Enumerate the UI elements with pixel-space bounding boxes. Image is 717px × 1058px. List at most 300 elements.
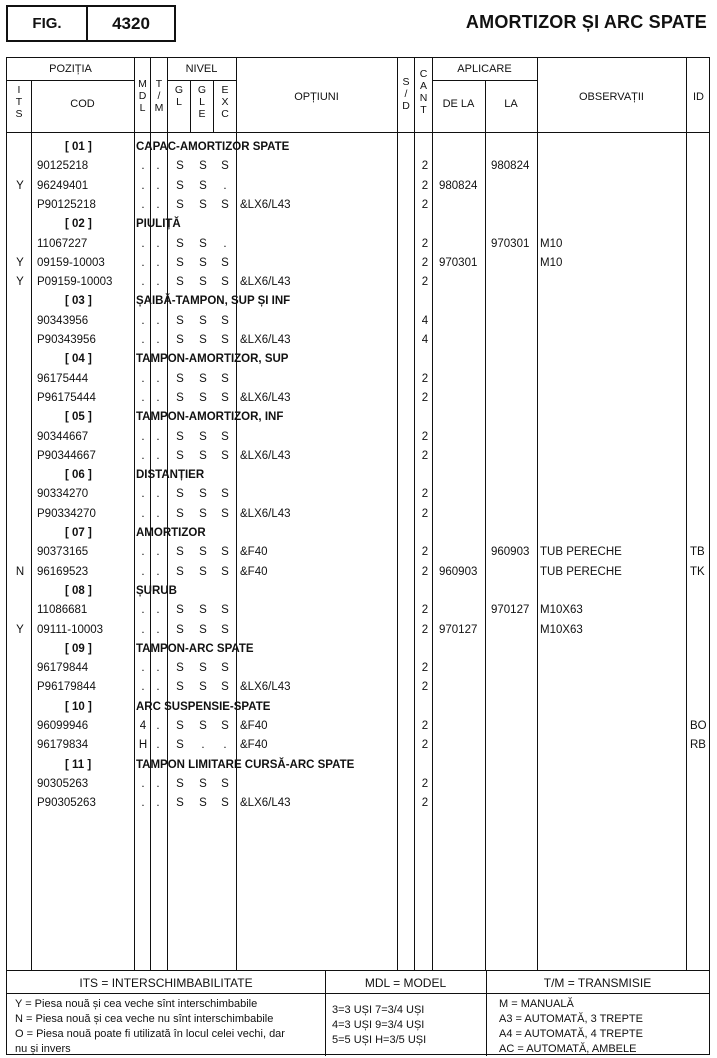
to-date-cell: 970127	[491, 604, 530, 617]
section-number: [ 04 ]	[65, 353, 92, 366]
gl-cell: S	[176, 797, 184, 810]
quantity-cell: 2	[421, 256, 429, 269]
gle-cell: S	[199, 160, 207, 173]
options-cell: &F40	[240, 565, 268, 578]
table-row	[7, 177, 711, 196]
gl-cell: S	[176, 276, 184, 289]
table-row	[7, 794, 711, 813]
section-header-row	[7, 138, 711, 157]
its-cell: Y	[16, 623, 24, 636]
gle-cell: S	[199, 276, 207, 289]
table-row	[7, 312, 711, 331]
tm-cell: .	[156, 372, 160, 385]
mdl-cell: .	[141, 237, 145, 250]
gle-cell: S	[199, 256, 207, 269]
its-cell: N	[15, 565, 25, 578]
tm-cell: .	[156, 604, 160, 617]
pozitia-underline	[7, 80, 134, 81]
its-cell: Y	[16, 256, 24, 269]
gle-cell: S	[199, 334, 207, 346]
from-date-cell: 960903	[439, 565, 478, 578]
exc-cell: S	[221, 314, 229, 327]
exc-cell: S	[221, 777, 229, 790]
mdl-cell: .	[141, 797, 145, 810]
figure-number: 4320	[112, 13, 150, 33]
gl-cell: S	[176, 623, 184, 636]
options-cell: &LX6/L43	[240, 334, 291, 346]
legend-tm-title: T/M = TRANSMISIE	[543, 976, 652, 990]
section-header-row	[7, 408, 711, 427]
exc-cell: S	[221, 276, 229, 289]
gl-cell: S	[176, 565, 184, 578]
remarks-cell: M10X63	[540, 604, 583, 617]
exc-cell: .	[223, 739, 227, 752]
tm-cell: .	[156, 662, 160, 675]
mdl-cell: .	[141, 623, 145, 636]
gle-cell: .	[201, 739, 205, 752]
gle-cell: S	[199, 662, 207, 675]
options-cell: &LX6/L43	[240, 449, 291, 462]
section-title: TAMPON LIMITARE CURSĂ-ARC SPATE	[136, 758, 355, 771]
tm-cell: .	[156, 720, 160, 732]
cod-cell: 96179834	[37, 739, 89, 752]
section-header-row	[7, 292, 711, 311]
nivel-underline	[167, 80, 236, 81]
header-de-la: DE LA	[442, 98, 475, 110]
remarks-cell: M10	[540, 256, 563, 269]
gl-cell: S	[176, 314, 184, 327]
gle-cell: S	[199, 179, 207, 192]
quantity-cell: 2	[421, 623, 429, 636]
legend-tm-line: M = MANUALĂ	[499, 998, 574, 1010]
gl-cell: S	[176, 449, 184, 462]
section-number: [ 06 ]	[65, 469, 92, 482]
options-cell: &F40	[240, 720, 268, 732]
gle-cell: S	[199, 372, 207, 385]
gl-cell: S	[176, 391, 184, 404]
mdl-cell: .	[141, 430, 145, 443]
tm-cell: .	[156, 797, 160, 810]
exc-cell: S	[221, 160, 229, 173]
cod-cell: 96249401	[37, 179, 89, 192]
gl-cell: S	[176, 681, 184, 694]
section-number: [ 10 ]	[65, 700, 92, 713]
exc-cell: S	[221, 449, 229, 462]
options-cell: &LX6/L43	[240, 681, 291, 694]
table-row	[7, 621, 711, 640]
cod-cell: 90373165	[37, 546, 89, 559]
exc-cell: S	[221, 604, 229, 617]
to-date-cell: 960903	[491, 546, 530, 559]
mdl-cell: 4	[139, 720, 147, 732]
tm-cell: .	[156, 334, 160, 346]
options-cell: &LX6/L43	[240, 276, 291, 289]
mdl-cell: .	[141, 391, 145, 404]
legend-its-line: N = Piesa nouă și cea veche nu sînt interschimbabile	[15, 1013, 274, 1025]
cod-cell: 09159-10003	[37, 256, 105, 269]
legend-tm-line: AC = AUTOMATĂ, AMBELE	[499, 1043, 637, 1055]
mdl-cell: .	[141, 198, 145, 211]
quantity-cell: 2	[421, 237, 429, 250]
exc-cell: S	[221, 507, 229, 520]
cod-cell: P90125218	[37, 198, 96, 211]
cod-cell: 90343956	[37, 314, 89, 327]
tm-cell: .	[156, 565, 160, 578]
mdl-cell: .	[141, 276, 145, 289]
gl-cell: S	[176, 739, 184, 752]
gle-cell: S	[199, 797, 207, 810]
cod-cell: P96175444	[37, 391, 96, 404]
tm-cell: .	[156, 546, 160, 559]
options-cell: &F40	[240, 546, 268, 559]
from-date-cell: 980824	[439, 179, 478, 192]
gl-cell: S	[176, 256, 184, 269]
cod-cell: 96179844	[37, 662, 89, 675]
figure-label: FIG.	[8, 7, 88, 40]
quantity-cell: 2	[421, 507, 429, 520]
section-title: PIULIȚĂ	[136, 218, 181, 231]
quantity-cell: 2	[421, 797, 429, 810]
options-cell: &LX6/L43	[240, 797, 291, 810]
legend-tm-line: A4 = AUTOMATĂ, 4 TREPTE	[499, 1028, 643, 1040]
page-title: AMORTIZOR ȘI ARC SPATE	[465, 12, 707, 32]
quantity-cell: 2	[421, 565, 429, 578]
section-title: TAMPON-ARC SPATE	[136, 642, 254, 655]
from-date-cell: 970301	[439, 256, 478, 269]
tm-cell: .	[156, 237, 160, 250]
cod-cell: 90305263	[37, 777, 89, 790]
table-row	[7, 157, 711, 176]
legend-its-line: Y = Piesa nouă și cea veche sînt interschimbabile	[15, 998, 258, 1010]
header-id: ID	[693, 91, 704, 103]
remarks-cell: M10	[540, 237, 563, 250]
tm-cell: .	[156, 256, 160, 269]
legend-mdl-line: 3=3 UȘI 7=3/4 UȘI	[332, 1004, 425, 1016]
id-cell: TB	[690, 546, 705, 559]
gl-cell: S	[176, 488, 184, 501]
quantity-cell: 4	[421, 314, 429, 327]
mdl-cell: .	[141, 604, 145, 617]
exc-cell: S	[221, 565, 229, 578]
from-date-cell: 970127	[439, 623, 478, 636]
exc-cell: S	[221, 797, 229, 810]
section-number: [ 03 ]	[65, 295, 92, 308]
section-number: [ 09 ]	[65, 642, 92, 655]
exc-cell: .	[223, 237, 227, 250]
tm-cell: .	[156, 276, 160, 289]
section-header-row	[7, 350, 711, 369]
section-title: ARC SUSPENSIE-SPATE	[136, 700, 271, 713]
tm-cell: .	[156, 179, 160, 192]
gl-cell: S	[176, 160, 184, 173]
legend-tm-line: A3 = AUTOMATĂ, 3 TREPTE	[499, 1013, 643, 1025]
its-cell: Y	[16, 179, 24, 192]
section-header-row	[7, 524, 711, 543]
legend-top-rule	[7, 970, 709, 971]
gle-cell: S	[199, 391, 207, 404]
figure-box	[6, 5, 176, 42]
section-number: [ 07 ]	[65, 527, 92, 539]
gle-cell: S	[199, 604, 207, 617]
table-row	[7, 389, 711, 408]
remarks-cell: TUB PERECHE	[540, 565, 622, 578]
tm-cell: .	[156, 160, 160, 173]
exc-cell: .	[223, 179, 227, 192]
header-cant: C A N T	[419, 68, 428, 116]
section-title: TAMPON-AMORTIZOR, INF	[136, 411, 284, 424]
table-row	[7, 331, 711, 350]
legend-its-line: nu și invers	[15, 1043, 71, 1055]
quantity-cell: 2	[421, 604, 429, 617]
header-aplicare: APLICARE	[457, 63, 512, 75]
cod-cell: P90343956	[37, 334, 96, 346]
tm-cell: .	[156, 739, 160, 752]
section-title: CAPAC-AMORTIZOR SPATE	[136, 141, 290, 153]
cod-cell: 11067227	[37, 237, 88, 250]
header-gl: G L	[174, 84, 184, 108]
gl-cell: S	[176, 546, 184, 559]
mdl-cell: .	[141, 777, 145, 790]
gle-cell: S	[199, 565, 207, 578]
section-number: [ 02 ]	[65, 218, 92, 231]
table-row	[7, 736, 711, 755]
section-title: ȘAIBĂ-TAMPON, SUP ȘI INF	[136, 295, 291, 308]
exc-cell: S	[221, 334, 229, 346]
gle-cell: S	[199, 237, 207, 250]
gl-cell: S	[176, 179, 184, 192]
section-header-row	[7, 698, 711, 717]
mdl-cell: .	[141, 488, 145, 501]
cod-cell: P96179844	[37, 681, 96, 694]
gle-cell: S	[199, 777, 207, 790]
section-header-row	[7, 582, 711, 601]
gl-cell: S	[176, 430, 184, 443]
header-exc: E X C	[221, 84, 229, 120]
cod-cell: P09159-10003	[37, 276, 113, 289]
tm-cell: .	[156, 623, 160, 636]
cod-cell: 09111-10003	[37, 623, 104, 636]
header-observatii: OBSERVAȚII	[578, 91, 644, 103]
quantity-cell: 2	[421, 662, 429, 675]
mdl-cell: .	[141, 507, 145, 520]
table-row	[7, 273, 711, 292]
mdl-cell: .	[141, 372, 145, 385]
quantity-cell: 2	[421, 391, 429, 404]
id-cell: BO	[690, 720, 707, 732]
exc-cell: S	[221, 662, 229, 675]
table-row	[7, 543, 711, 562]
header-bottom-rule	[7, 132, 709, 133]
gle-cell: S	[199, 507, 207, 520]
header-nivel: NIVEL	[185, 63, 218, 75]
header-sd: S / D	[402, 76, 410, 112]
its-cell: Y	[16, 276, 24, 289]
exc-cell: S	[221, 430, 229, 443]
to-date-cell: 980824	[491, 160, 530, 173]
mdl-cell: .	[141, 160, 145, 173]
section-title: AMORTIZOR	[136, 527, 206, 539]
tm-cell: .	[156, 777, 160, 790]
tm-cell: .	[156, 314, 160, 327]
header-pozitia: POZIȚIA	[49, 63, 92, 75]
section-header-row	[7, 640, 711, 659]
remarks-cell: M10X63	[540, 623, 583, 636]
gl-cell: S	[176, 720, 184, 732]
gle-cell: S	[199, 488, 207, 501]
table-row	[7, 775, 711, 794]
cod-cell: P90344667	[37, 449, 96, 462]
table-row	[7, 370, 711, 389]
options-cell: &F40	[240, 739, 268, 752]
quantity-cell: 4	[421, 334, 429, 346]
mdl-cell: H	[138, 739, 148, 752]
table-row	[7, 601, 711, 620]
tm-cell: .	[156, 198, 160, 211]
tm-cell: .	[156, 507, 160, 520]
table-row	[7, 447, 711, 466]
table-row	[7, 485, 711, 504]
quantity-cell: 2	[421, 739, 429, 752]
mdl-cell: .	[141, 565, 145, 578]
gle-cell: S	[199, 430, 207, 443]
id-cell: RB	[690, 739, 706, 752]
exc-cell: S	[221, 372, 229, 385]
cod-cell: 96175444	[37, 372, 89, 385]
exc-cell: S	[221, 720, 229, 732]
table-row	[7, 717, 711, 736]
exc-cell: S	[221, 488, 229, 501]
gl-cell: S	[176, 604, 184, 617]
gl-cell: S	[176, 237, 184, 250]
exc-cell: S	[221, 681, 229, 694]
tm-cell: .	[156, 391, 160, 404]
gl-cell: S	[176, 372, 184, 385]
quantity-cell: 2	[421, 546, 429, 559]
gle-cell: S	[199, 449, 207, 462]
options-cell: &LX6/L43	[240, 391, 291, 404]
legend-its-title: ITS = INTERSCHIMBABILITATE	[79, 976, 253, 990]
options-cell: &LX6/L43	[240, 198, 291, 211]
table-row	[7, 428, 711, 447]
cod-cell: 90344667	[37, 430, 89, 443]
section-number: [ 01 ]	[65, 141, 92, 153]
mdl-cell: .	[141, 681, 145, 694]
quantity-cell: 2	[421, 681, 429, 694]
quantity-cell: 2	[421, 488, 429, 501]
parts-table	[6, 57, 710, 1055]
quantity-cell: 2	[421, 160, 429, 173]
quantity-cell: 2	[421, 179, 429, 192]
exc-cell: S	[221, 391, 229, 404]
mdl-cell: .	[141, 334, 145, 346]
section-title: ȘURUB	[136, 584, 177, 597]
section-number: [ 08 ]	[65, 584, 92, 597]
quantity-cell: 2	[421, 430, 429, 443]
remarks-cell: TUB PERECHE	[540, 546, 622, 559]
legend-its-line: O = Piesa nouă poate fi utilizată în locul celei vechi, dar	[15, 1028, 285, 1040]
mdl-cell: .	[141, 546, 145, 559]
section-header-row	[7, 756, 711, 775]
gle-cell: S	[199, 681, 207, 694]
section-number: [ 05 ]	[65, 411, 92, 424]
gle-cell: S	[199, 623, 207, 636]
header-la: LA	[504, 98, 518, 110]
gl-cell: S	[176, 662, 184, 675]
cod-cell: 96099946	[37, 720, 89, 732]
header-tm: T / M	[154, 78, 164, 114]
to-date-cell: 970301	[491, 237, 530, 250]
table-row	[7, 254, 711, 273]
section-header-row	[7, 215, 711, 234]
legend-header-rule	[7, 993, 709, 994]
legend-mdl-title: MDL = MODEL	[364, 976, 447, 990]
exc-cell: S	[221, 198, 229, 211]
header-mdl: M D L	[138, 78, 147, 114]
header-cod: COD	[70, 98, 95, 110]
legend-mdl-line: 5=5 UȘI H=3/5 UȘI	[332, 1034, 427, 1046]
gle-cell: S	[199, 546, 207, 559]
table-row	[7, 678, 711, 697]
mdl-cell: .	[141, 662, 145, 675]
table-row	[7, 659, 711, 678]
section-title: DISTANȚIER	[136, 469, 205, 482]
gl-cell: S	[176, 507, 184, 520]
tm-cell: .	[156, 488, 160, 501]
gl-cell: S	[176, 334, 184, 346]
gl-cell: S	[176, 198, 184, 211]
cod-cell: 96169523	[37, 565, 89, 578]
section-header-row	[7, 466, 711, 485]
quantity-cell: 2	[421, 276, 429, 289]
section-number: [ 11 ]	[65, 758, 92, 771]
gle-cell: S	[199, 314, 207, 327]
quantity-cell: 2	[421, 198, 429, 211]
header-its: I T S	[15, 84, 23, 120]
tm-cell: .	[156, 449, 160, 462]
quantity-cell: 2	[421, 720, 429, 732]
id-cell: TK	[690, 565, 705, 578]
quantity-cell: 2	[421, 449, 429, 462]
exc-cell: S	[221, 623, 229, 636]
cod-cell: P90334270	[37, 507, 96, 520]
tm-cell: .	[156, 681, 160, 694]
exc-cell: S	[221, 546, 229, 559]
mdl-cell: .	[141, 314, 145, 327]
section-title: TAMPON-AMORTIZOR, SUP	[136, 353, 289, 366]
exc-cell: S	[221, 256, 229, 269]
header-optiuni: OPȚIUNI	[294, 91, 339, 103]
cod-cell: 90334270	[37, 488, 89, 501]
table-row	[7, 563, 711, 582]
gl-cell: S	[176, 777, 184, 790]
table-row	[7, 196, 711, 215]
cod-cell: 90125218	[37, 160, 89, 173]
quantity-cell: 2	[421, 777, 429, 790]
mdl-cell: .	[141, 449, 145, 462]
cod-cell: P90305263	[37, 797, 96, 810]
gle-cell: S	[199, 198, 207, 211]
cod-cell: 11086681	[37, 604, 88, 617]
header-gle: G L E	[197, 84, 207, 120]
gle-cell: S	[199, 720, 207, 732]
mdl-cell: .	[141, 256, 145, 269]
table-row	[7, 505, 711, 524]
quantity-cell: 2	[421, 372, 429, 385]
options-cell: &LX6/L43	[240, 507, 291, 520]
tm-cell: .	[156, 430, 160, 443]
table-row	[7, 235, 711, 254]
legend-mdl-line: 4=3 UȘI 9=3/4 UȘI	[332, 1019, 425, 1031]
